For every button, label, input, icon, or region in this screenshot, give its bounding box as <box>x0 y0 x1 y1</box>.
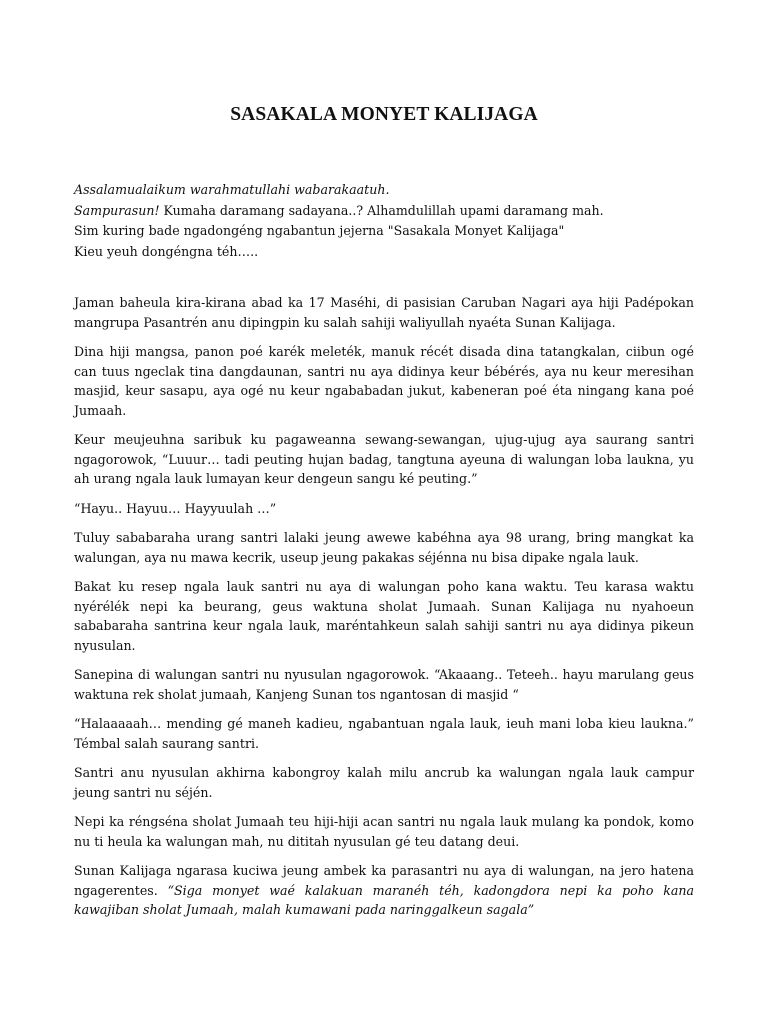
paragraph-6: Bakat ku resep ngala lauk santri nu aya di walungan poho kana waktu. Teu karasa waktu nyérélék nepi ka beurang, geus waktuna sholat Jumaah. Sunan Kalijaga nu nyahoeun sababaraha santrina keur ngala lauk, maréntahkeun salah sahiji santri nu aya didinya pikeun nyusulan. <box>74 579 694 653</box>
paragraph-5: Tuluy sababaraha urang santri lalaki jeung awewe kabéhna aya 98 urang, bring mangkat ka walungan, aya nu mawa kecrik, useup jeung pakakas séjénna nu bisa dipake ngala lauk. <box>74 530 694 565</box>
paragraph-10: Nepi ka réngséna sholat Jumaah teu hiji-hiji acan santri nu ngala lauk mulang ka pondok, komo nu ti heula ka walungan mah, nu dititah nyusulan gé teu datang deui. <box>74 814 694 849</box>
paragraph-8: “Halaaaaah… mending gé maneh kadieu, ngabantuan ngala lauk, ieuh mani loba kieu laukna.” Témbal salah saurang santri. <box>74 716 694 751</box>
greeting-sampurasun: Sampurasun! <box>74 202 160 218</box>
paragraph-7: Sanepina di walungan santri nu nyusulan ngagorowok. “Akaaang.. Teteeh.. hayu marulang geus waktuna rek sholat jumaah, Kanjeng Sunan tos ngantosan di masjid “ <box>74 667 694 702</box>
paragraph-1: Jaman baheula kira-kirana abad ka 17 Maséhi, di pasisian Caruban Nagari aya hiji Padépokan mangrupa Pasantrén anu dipingpin ku salah sahiji waliyullah nyaéta Sunan Kalijaga. <box>74 295 694 330</box>
paragraph-11 <box>74 861 694 920</box>
paragraph-9: Santri anu nyusulan akhirna kabongroy kalah milu ancrub ka walungan ngala lauk campur jeung santri nu séjén. <box>74 765 694 800</box>
paragraph-3: Keur meujeuhna saribuk ku pagaweanna sewang-sewangan, ujug-ujug aya saurang santri ngagorowok, “Luuur… tadi peuting hujan badag, tangtuna ayeuna di walungan loba laukna, yu ah urang ngala lauk lumayan keur dengeun sangu ké peuting.” <box>74 432 694 486</box>
greeting-sampurasun-rest: Kumaha daramang sadayana..? Alhamdulillah upami daramang mah. <box>159 202 604 218</box>
paragraph-4: “Hayu.. Hayuu… Hayyuulah …” <box>74 500 277 516</box>
document-page <box>74 104 694 930</box>
greeting-line-4: Kieu yeuh dongéngna téh….. <box>74 243 259 259</box>
greeting-salam-line <box>74 180 694 201</box>
greeting-sampurasun-line <box>74 201 694 222</box>
greeting-line-3: Sim kuring bade ngadongéng ngabantun jejerna "Sasakala Monyet Kalijaga" <box>74 223 565 238</box>
paragraph-11-quote: “Siga monyet waé kalakuan maranéh téh, kadongdora nepi ka poho kana kawajiban sholat Jumaah, malah kumawani pada naringgalkeun sagala” <box>74 882 694 917</box>
greeting-block <box>74 180 694 262</box>
document-title: SASAKALA MONYET KALIJAGA <box>230 104 538 125</box>
paragraph-11-text: Sunan Kalijaga ngarasa kuciwa jeung ambek ka parasantri nu aya di walungan, na jero hatena ngagerentes. <box>74 863 694 898</box>
greeting-salam: Assalamualaikum warahmatullahi wabarakaatuh. <box>74 182 390 197</box>
paragraph-2: Dina hiji mangsa, panon poé karék meleték, manuk récét disada dina tatangkalan, ciibun ogé can tuus ngeclak tina dangdaunan, santri nu aya didinya keur bébérés, aya nu keur meresihan masjid, keur sasapu, aya ogé nu keur ngababadan jukut, kabeneran poé éta ningang kana poé Jumaah. <box>74 344 694 418</box>
